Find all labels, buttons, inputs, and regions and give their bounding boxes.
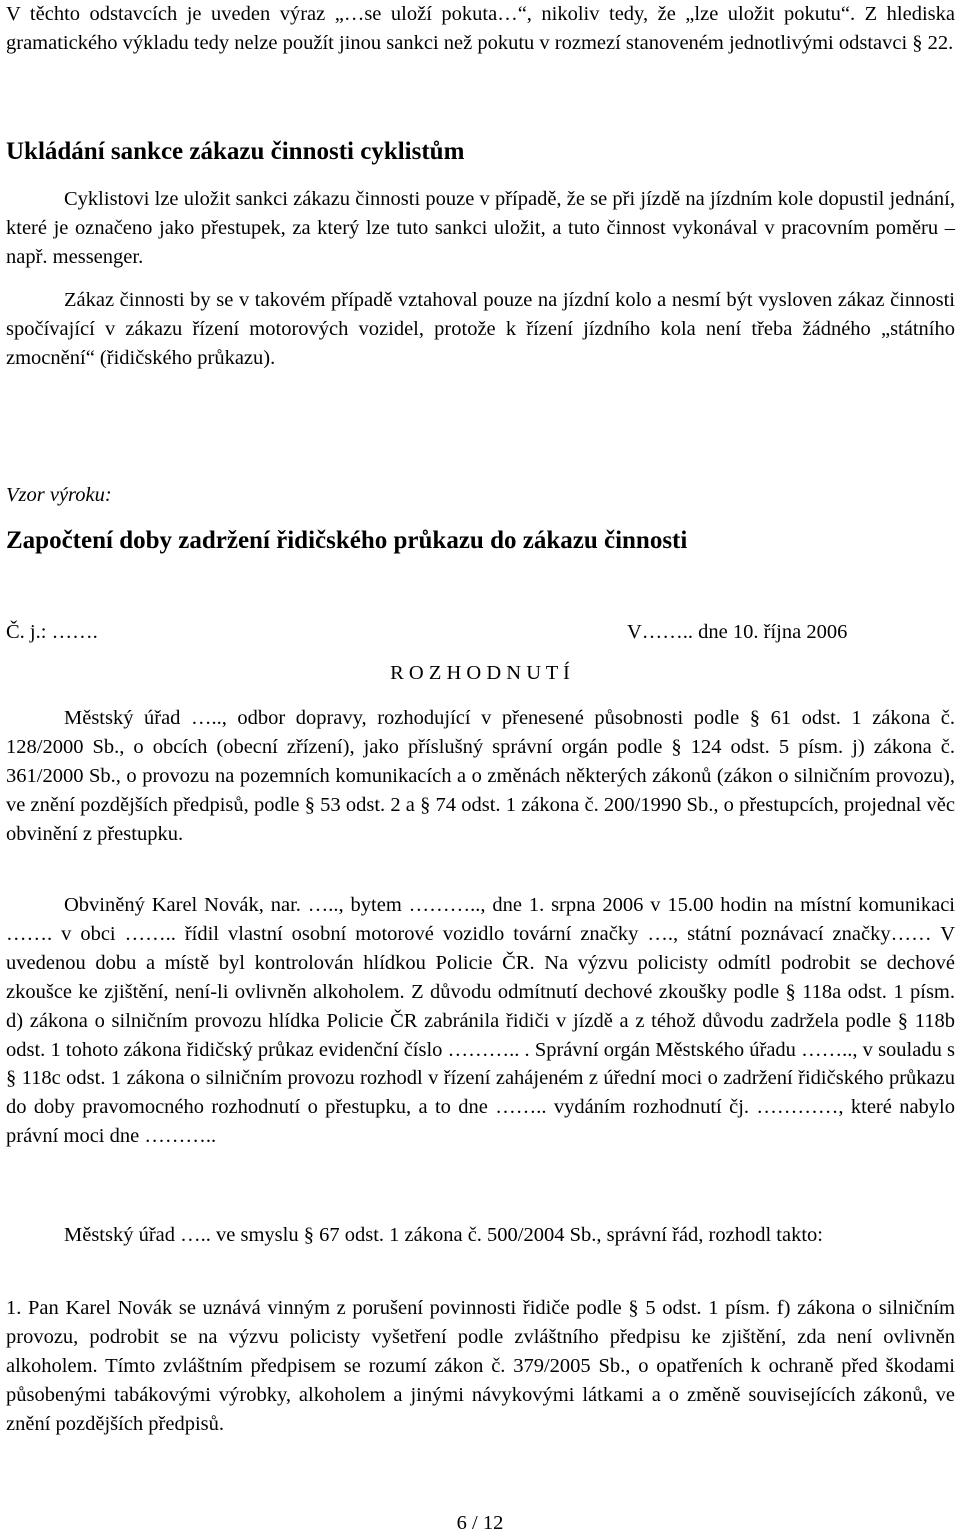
- cyclist-paragraph: Cyklistovi lze uložit sankci zákazu činnosti pouze v případě, že se při jízdě na jízdním kole dopustil jednání, které je označeno jako přestupek, za který lze tuto sankci uložit, a tuto činnost vykonával v pracovním poměru – např. messenger.: [6, 188, 955, 268]
- authority-paragraph: Městský úřad ….., odbor dopravy, rozhodující v přenesené působnosti podle § 61 odst. 1 zákona č. 128/2000 Sb., o obcích (obecní zřízení), jako příslušný správní orgán podle § 124 odst. 5 písm. j) zákona č. 361/2000 Sb., o provozu na pozemních komunikacích a o změnách některých zákonů (zákon o silničním provozu), ve znění pozdějších předpisů, podle § 53 odst. 2 a § 74 odst. 1 zákona č. 200/1990 Sb., o přestupcích, projednal věc obvinění z přestupku.: [6, 707, 955, 845]
- decision-heading: R O Z H O D N U T Í: [390, 662, 570, 684]
- section-heading: Ukládání sankce zákazu činnosti cyklistům: [6, 138, 465, 165]
- verdict-point-1: 1. Pan Karel Novák se uznává vinným z porušení povinnosti řidiče podle § 5 odst. 1 písm. f) zákona o silničním provozu, podrobit se na výzvu policisty vyšetření podle zvláštního předpisu ke zjištění, zda není ovlivněn alkoholem. Tímto zvláštním předpisem se rozumí zákon č. 379/2005 Sb., o opatřeních k ochraně před škodami působenými tabákovými výrobky, alkoholem a jinými návykovými látkami a o změně souvisejících zákonů, ve znění pozdějších předpisů.: [6, 1297, 955, 1435]
- facts-paragraph: Obviněný Karel Novák, nar. ….., bytem ……….., dne 1. srpna 2006 v 15.00 hodin na místní komunikaci ……. v obci …….. řídil vlastní osobní motorové vozidlo tovární značky …., státní poznávací značky…… V uvedenou dobu a místě byl kontrolován hlídkou Policie ČR. Na výzvu policisty odmítl podrobit se dechové zkoušce ke zjištění, není-li ovlivněn alkoholem. Z důvodu odmítnutí dechové zkoušky podle § 118a odst. 1 písm. d) zákona o silničním provozu hlídka Policie ČR zabránila řidiči v jízdě a z téhož důvodu zadržela podle § 118b odst. 1 tohoto zákona řidičský průkaz evidenční číslo ……….. . Správní orgán Městského úřadu …….., v souladu s § 118c odst. 1 zákona o silničním provozu rozhodl v řízení zahájeném z úřední moci o zadržení řidičského průkazu do doby pravomocného rozhodnutí o přestupku, a to dne …….. vydáním rozhodnutí čj. …………, které nabylo právní moci dne ………..: [6, 894, 955, 1148]
- decision-intro-paragraph: Městský úřad ….. ve smyslu § 67 odst. 1 zákona č. 500/2004 Sb., správní řád, rozhodl takto:: [64, 1224, 823, 1246]
- case-number: Č. j.: …….: [6, 621, 98, 643]
- page-number: 6 / 12: [456, 1512, 504, 1534]
- ban-scope-paragraph: Zákaz činnosti by se v takovém případě vztahoval pouze na jízdní kolo a nesmí být vysloven zákaz činnosti spočívající v zákazu řízení motorových vozidel, protože k řízení jízdního kola není třeba žádného „státního zmocnění“ (řidičského průkazu).: [6, 289, 955, 369]
- sample-label: Vzor výroku:: [6, 484, 112, 506]
- intro-paragraph: V těchto odstavcích je uveden výraz „…se uloží pokuta…“, nikoliv tedy, že „lze uložit pokutu“. Z hlediska gramatického výkladu tedy nelze použít jinou sankci než pokutu v rozmezí stanoveném jednotlivými odstavci § 22.: [6, 3, 955, 54]
- place-date: V…….. dne 10. října 2006: [627, 621, 848, 643]
- sample-heading: Započtení doby zadržení řidičského průkazu do zákazu činnosti: [6, 527, 688, 554]
